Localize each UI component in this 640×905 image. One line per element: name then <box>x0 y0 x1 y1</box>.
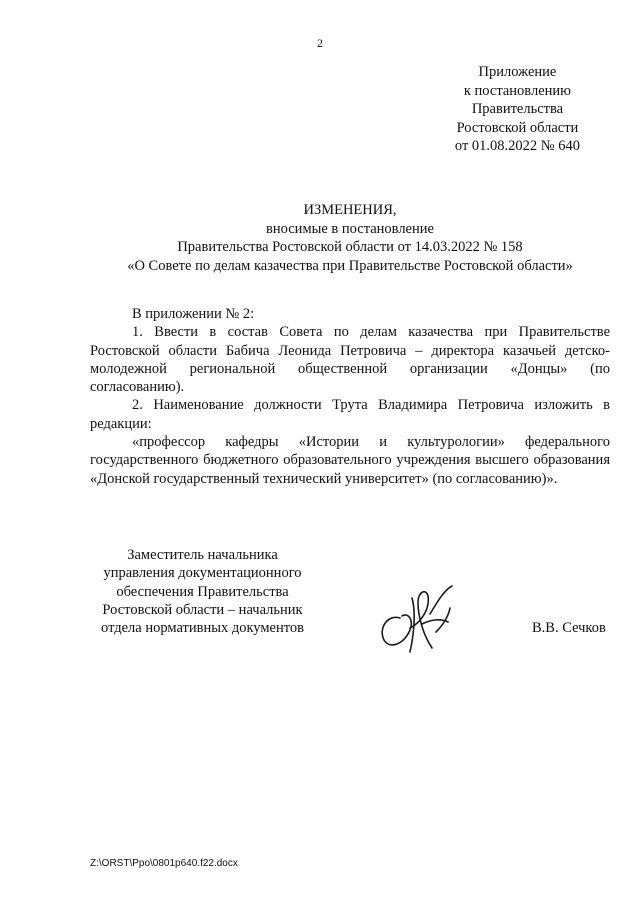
signer-position-line: обеспечения Правительства <box>116 583 289 600</box>
signer-position-line: управления документационного <box>103 565 302 582</box>
body-paragraph: «профессор кафедры «Истории и культурологии» федерального государственного бюджетного образовательного учреждения высшего образования «Донской государственный технический университет» (по согласованию)». <box>90 434 610 487</box>
appendix-line: Приложение <box>478 64 557 80</box>
page-number: 2 <box>317 36 323 50</box>
title-heading: ИЗМЕНЕНИЯ, <box>303 202 397 218</box>
title-line: «О Совете по делам казачества при Правительстве Ростовской области» <box>127 257 573 274</box>
appendix-line: Правительства <box>471 101 564 117</box>
document-title <box>60 201 640 275</box>
appendix-line: Ростовской области <box>456 119 579 136</box>
signer-position-line: Заместитель начальника <box>127 547 278 563</box>
title-line: Правительства Ростовской области от 14.03.2022 № 158 <box>177 239 523 255</box>
title-line: вносимые в постановление <box>266 220 434 237</box>
appendix-line: к постановлению <box>463 82 571 99</box>
signer-name: В.В. Сечков <box>532 620 606 636</box>
signer-position-line: Ростовской области – начальник <box>102 601 303 618</box>
body-paragraph: В приложении № 2: <box>132 306 255 322</box>
signer-position <box>90 546 315 637</box>
document-body <box>90 305 610 488</box>
signer-position-line: отдела нормативных документов <box>101 620 304 637</box>
body-paragraph: 1. Ввести в состав Совета по делам казачества при Правительстве Ростовской области Бабича Леонида Петровича – директора казачьей детско-молодежной региональной общественной организации «Донцы» (по согласованию). <box>90 324 610 396</box>
appendix-line: от 01.08.2022 № 640 <box>454 138 580 154</box>
file-path: Z:\ORST\Ppo\0801p640.f22.docx <box>90 858 238 869</box>
body-paragraph: 2. Наименование должности Трута Владимира Петровича изложить в редакции: <box>90 397 610 432</box>
handwritten-signature <box>370 578 460 658</box>
appendix-header <box>455 63 580 156</box>
